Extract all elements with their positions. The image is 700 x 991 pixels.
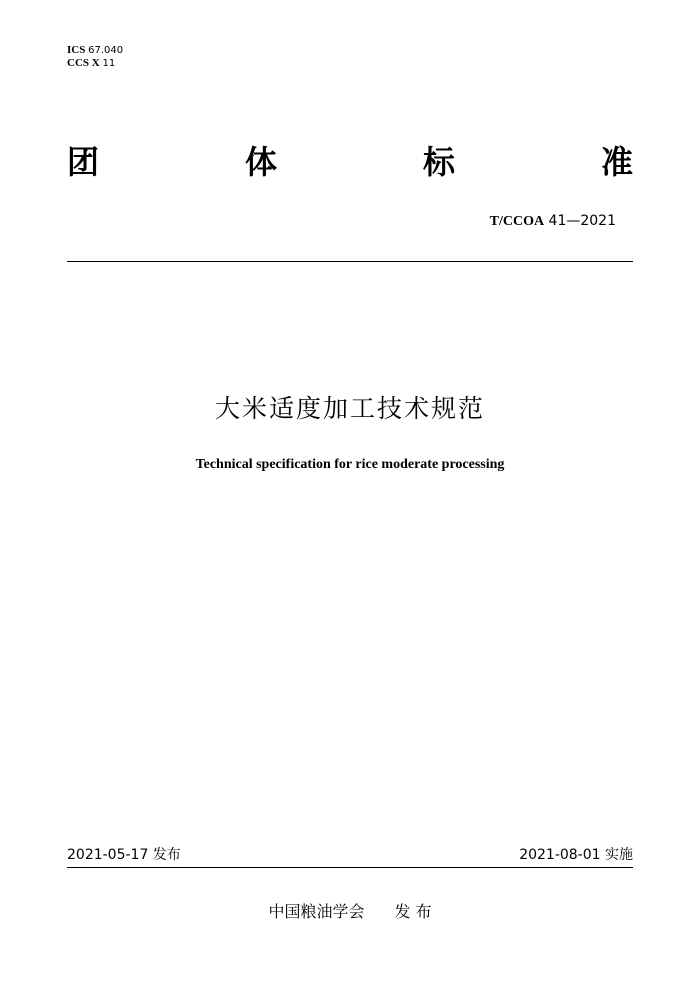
ics-label: ICS xyxy=(67,44,86,56)
standard-type-char-2: 体 xyxy=(244,143,277,181)
publish-date: 2021-05-17 发布 xyxy=(67,847,181,863)
publisher-action: 发 布 xyxy=(394,902,432,921)
standard-type-heading xyxy=(67,142,633,182)
standard-type-char-3: 标 xyxy=(422,143,455,181)
bottom-divider xyxy=(67,867,633,868)
classification-block xyxy=(67,44,123,70)
ccs-label: CCS X xyxy=(67,57,100,69)
ccs-code: 11 xyxy=(102,58,116,69)
publisher-line xyxy=(0,901,700,923)
ics-line xyxy=(67,44,123,57)
implementation-date: 2021-08-01 实施 xyxy=(519,847,633,863)
standard-code xyxy=(490,212,616,231)
standard-code-prefix: T/CCOA xyxy=(489,214,545,229)
top-divider xyxy=(67,261,633,262)
standard-type-char-4: 准 xyxy=(600,143,633,181)
ics-code: 67.040 xyxy=(88,45,124,56)
document-title-chinese: 大米适度加工技术规范 xyxy=(214,394,485,423)
document-title-english: Technical specification for rice moderate processing xyxy=(195,457,505,472)
publisher-name: 中国粮油学会 xyxy=(268,902,365,921)
standard-type-char-1: 团 xyxy=(67,143,100,181)
standard-code-number: 41—2021 xyxy=(548,213,616,229)
ccs-line xyxy=(67,57,123,70)
